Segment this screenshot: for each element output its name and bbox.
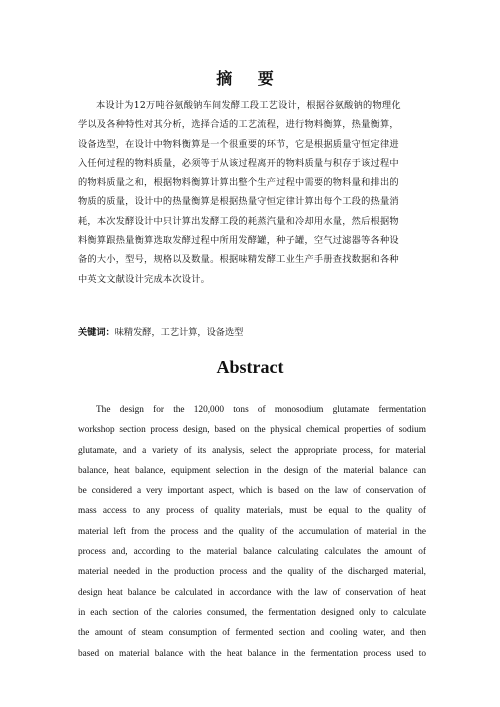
english-abstract-line: be considered a very important aspect, which is based on the law of conservation of — [78, 486, 426, 497]
chinese-abstract-line: 本设计为12万吨谷氨酸钠车间发酵工段工艺设计，根据谷氨酸钠的物理化 — [96, 100, 401, 111]
chinese-abstract-line: 学以及各种特性对其分析，选择合适的工艺流程，进行物料衡算，热量衡算， — [78, 119, 399, 131]
english-abstract-line: glutamate, and a variety of its analysis, select the appropriate process, for material — [78, 445, 426, 456]
english-abstract-line: mass access to any process of quality materials, must be equal to the quality of — [78, 506, 426, 517]
english-abstract-line: the amount of steam consumption of fermented section and cooling water, and then — [78, 628, 426, 639]
english-abstract-heading: Abstract — [216, 357, 284, 377]
english-abstract-line: in each section of the calories consumed, the fermentation designed only to calculate — [78, 607, 426, 618]
english-abstract-line: process and, according to the material balance calculating calculates the amount of — [78, 547, 426, 558]
chinese-abstract-line: 设备选型，在设计中物料衡算是一个很重要的环节，它是根据质量守恒定律进 — [78, 138, 399, 150]
english-abstract-body — [78, 400, 426, 664]
chinese-abstract-heading: 摘 要 — [216, 69, 284, 88]
english-abstract-line: material needed in the production process and the quality of the discharged material, — [78, 567, 426, 578]
chinese-abstract-line: 物质的质量，设计中的热量衡算是根据热量守恒定律计算出每个工段的热量消 — [78, 196, 399, 208]
english-abstract-line: based on material balance with the heat balance in the fermentation process used to — [78, 648, 426, 659]
english-abstract-line: The design for the 120,000 tons of monosodium glutamate fermentation — [96, 405, 426, 415]
chinese-abstract-body — [78, 96, 426, 289]
chinese-abstract-line: 料衡算跟热量衡算选取发酵过程中所用发酵罐，种子罐，空气过滤器等各种设 — [78, 235, 399, 247]
chinese-abstract-line: 的物料质量之和，根据物料衡算计算出整个生产过程中需要的物料量和排出的 — [78, 177, 399, 189]
keywords-text: 味精发酵，工艺计算，设备选型 — [114, 327, 244, 338]
chinese-abstract-line: 中英文文献设计完成本次设计。 — [78, 273, 211, 285]
english-abstract-line: balance, heat balance, equipment selection in the design of the material balance can — [78, 465, 426, 476]
chinese-abstract-line: 入任何过程的物料质量，必须等于从该过程离开的物料质量与积存于该过程中 — [78, 157, 399, 169]
keywords-line — [78, 326, 426, 340]
keywords-label: 关键词： — [78, 327, 115, 338]
english-abstract-line: material left from the process and the quality of the accumulation of material in the — [78, 526, 426, 537]
chinese-abstract-line: 耗，本次发酵设计中只计算出发酵工段的耗蒸汽量和冷却用水量，然后根据物 — [78, 215, 399, 227]
chinese-abstract-line: 备的大小，型号，规格以及数量。根据味精发酵工业生产手册查找数据和各种 — [78, 254, 399, 266]
english-abstract-line: workshop section process design, based on the physical chemical properties of sodium — [78, 425, 426, 436]
english-abstract-line: design heat balance be calculated in accordance with the law of conservation of heat — [78, 587, 426, 598]
